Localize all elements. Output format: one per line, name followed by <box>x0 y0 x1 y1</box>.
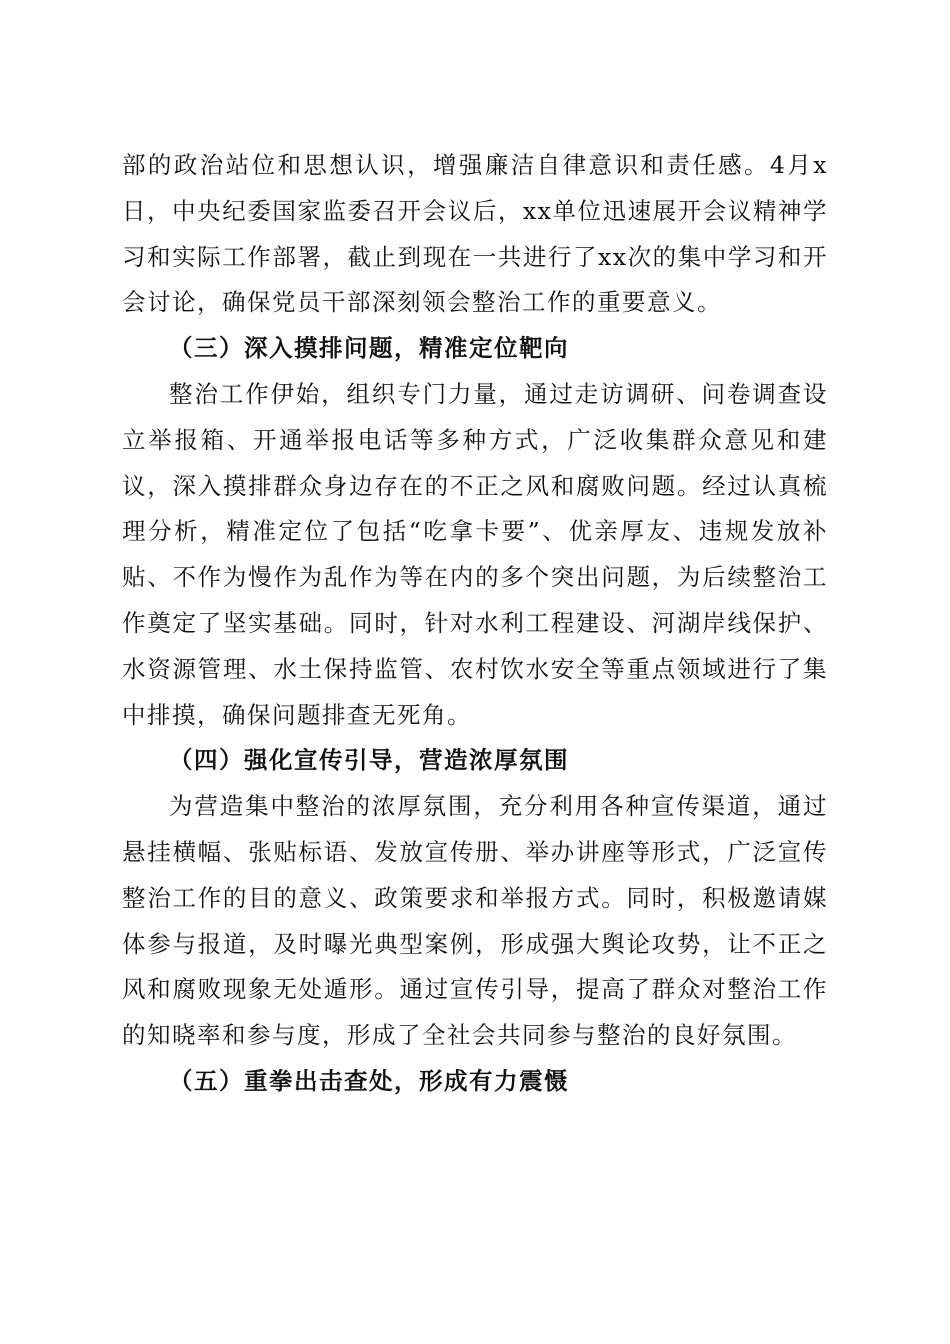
paragraph-section-3: 整治工作伊始，组织专门力量，通过走访调研、问卷调查设立举报箱、开通举报电话等多种方式，广泛收集群众意见和建议，深入摸排群众身边存在的不正之风和腐败问题。经过认真梳理分析，精准定位了包括“吃拿卡要”、优亲厚友、违规发放补贴、不作为慢作为乱作为等在内的多个突出问题，为后续整治工作奠定了坚实基础。同时，针对水利工程建设、河湖岸线保护、水资源管理、水土保持监管、农村饮水安全等重点领域进行了集中排摸，确保问题排查无死角。 <box>122 379 828 729</box>
paragraph-continued: 部的政治站位和思想认识，增强廉洁自律意识和责任感。4月x日，中央纪委国家监委召开会议后，xx单位迅速展开会议精神学习和实际工作部署，截止到现在一共进行了xx次的集中学习和开会讨论，确保党员干部深刻领会整治工作的重要意义。 <box>122 151 828 317</box>
section-heading-4: （四）强化宣传引导，营造浓厚氛围 <box>169 746 569 775</box>
paragraph-section-4: 为营造集中整治的浓厚氛围，充分利用各种宣传渠道，通过悬挂横幅、张贴标语、发放宣传册、举办讲座等形式，广泛宣传整治工作的目的意义、政策要求和举报方式。同时，积极邀请媒体参与报道，及时曝光典型案例，形成强大舆论攻势，让不正之风和腐败现象无处遁形。通过宣传引导，提高了群众对整治工作的知晓率和参与度，形成了全社会共同参与整治的良好氛围。 <box>122 792 828 1050</box>
section-heading-3: （三）深入摸排问题，精准定位靶向 <box>169 334 569 363</box>
section-heading-5: （五）重拳出击查处，形成有力震慑 <box>169 1066 569 1095</box>
document-body <box>122 143 828 1105</box>
